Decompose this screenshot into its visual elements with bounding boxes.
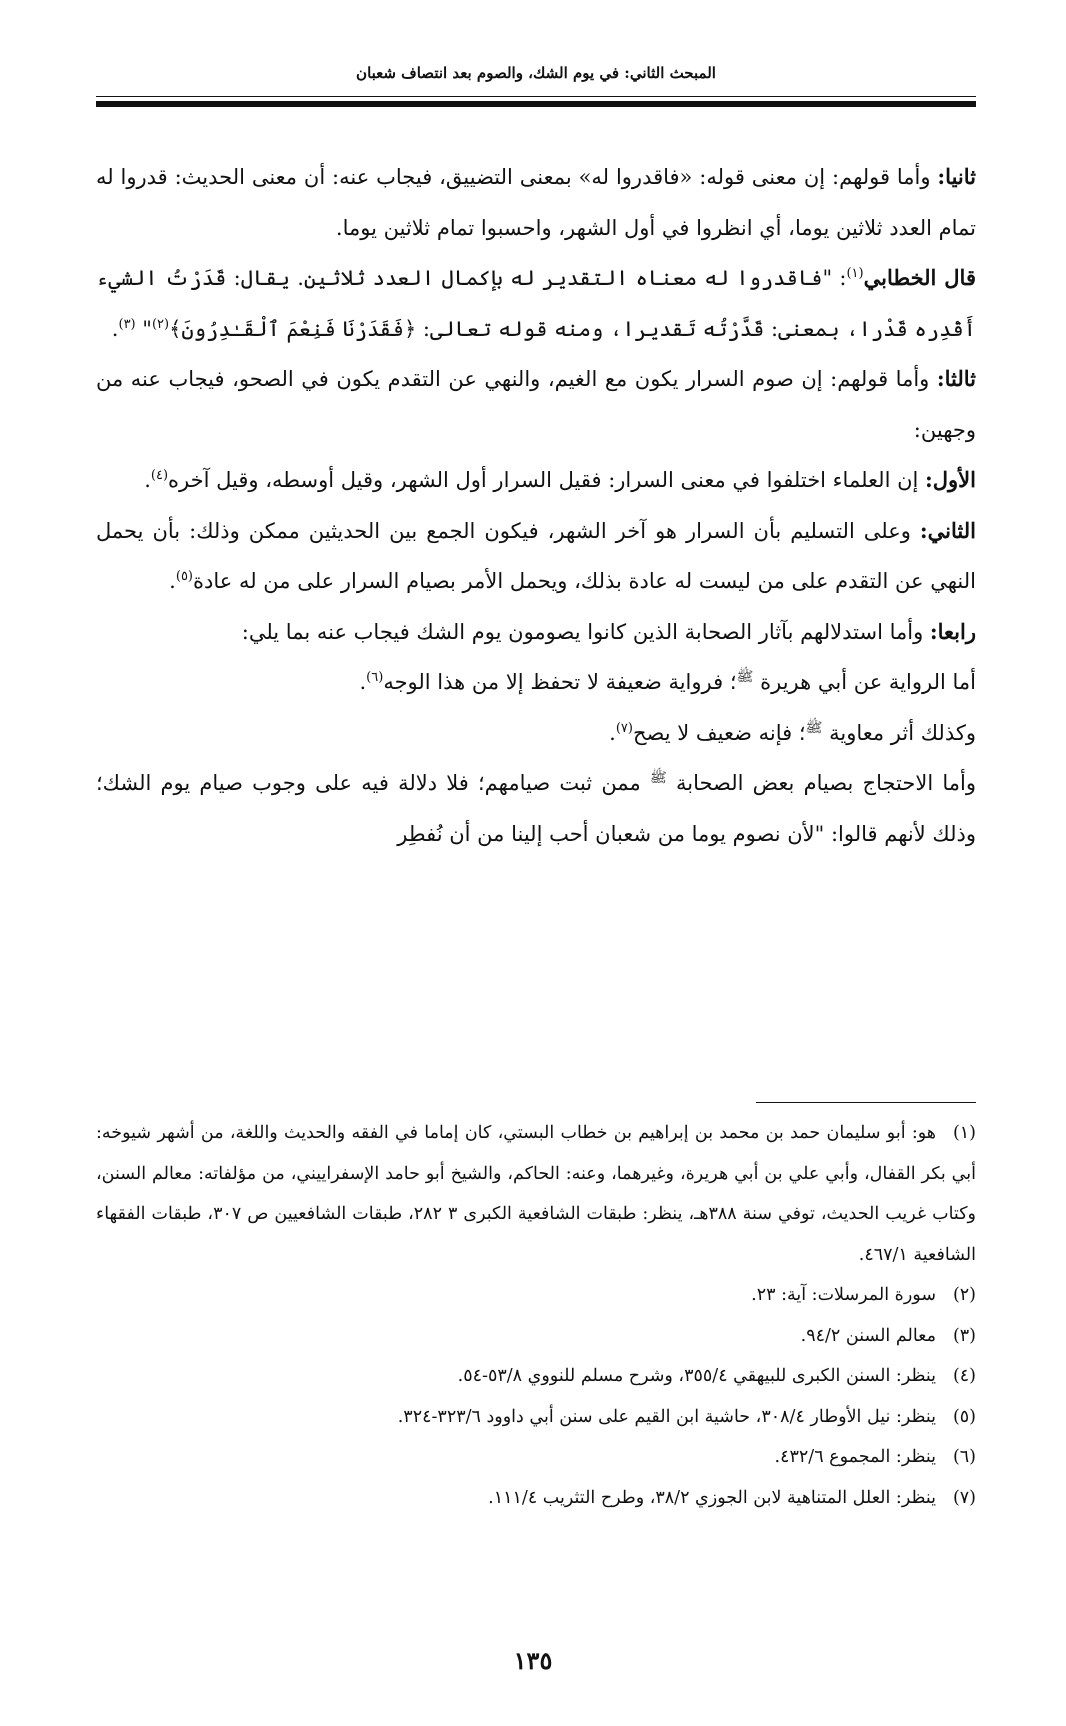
paragraph-2-text-c: .	[111, 316, 119, 341]
paragraph-2-text-a: : "فاقدروا له معناه التقدير له بإكمال العدد ثلاثين. يقال: قَدَرْتُ الشيء أَقْدِره قَدْرا، بمعنى: قَدَّرْتُه تَقديرا، ومنه قوله تعالى: ﴿فَقَدَرْنَا فَنِعْمَ ٱلْقَـٰدِرُونَ﴾	[96, 266, 976, 341]
footnote-text: ينظر: المجموع ٤٣٢/٦.	[774, 1447, 936, 1467]
paragraph-7-text-b: ؛ فرواية ضعيفة لا تحفظ إلا من هذا الوجه	[383, 670, 737, 694]
page-number: ١٣٥	[513, 1646, 553, 1675]
paragraph-3	[96, 354, 976, 455]
running-header: المبحث الثاني: في يوم الشك، والصوم بعد انتصاف شعبان	[356, 64, 716, 82]
paragraph-2	[96, 253, 976, 354]
paragraph-1	[96, 152, 976, 253]
footnote-number: (٢)	[952, 1285, 976, 1305]
paragraph-6-text: وأما استدلالهم بآثار الصحابة الذين كانوا يصومون يوم الشك فيجاب عنه بما يلي:	[241, 619, 930, 644]
footnote-item	[96, 1113, 976, 1275]
paragraph-4-lead: الأول:	[925, 467, 976, 492]
footnote-number: (٧)	[952, 1487, 976, 1508]
footnote-item	[96, 1397, 976, 1438]
paragraph-9	[96, 758, 976, 859]
footnote-ref-7: (٧)	[615, 720, 633, 736]
paragraph-7-end: .	[359, 670, 367, 694]
paragraph-4-text: إن العلماء اختلفوا في معنى السرار: فقيل السرار أول الشهر، وقيل أوسطه، وقيل آخره	[168, 468, 926, 492]
footnote-separator	[756, 1102, 976, 1103]
footnote-text: ينظر: نيل الأوطار ٣٠٨/٤، حاشية ابن القيم على سنن أبي داوود ٣٢٣/٦-٣٢٤.	[397, 1406, 936, 1427]
header-rule-thick	[96, 101, 976, 107]
paragraph-5-lead: الثاني:	[919, 517, 976, 543]
paragraph-7	[96, 657, 976, 708]
footnote-text: ينظر: السنن الكبرى للبيهقي ٣٥٥/٤، وشرح مسلم للنووي ٥٣/٨-٥٤.	[457, 1366, 936, 1386]
paragraph-8-end: .	[609, 720, 616, 745]
footnote-item	[96, 1437, 976, 1478]
footnote-ref-2: (٢)	[151, 316, 170, 332]
paragraph-4	[96, 455, 976, 506]
footnote-ref-4: (٤)	[150, 468, 169, 483]
footnote-text: معالم السنن ٩٤/٢.	[800, 1325, 936, 1346]
paragraph-2-lead: قال الخطابي	[863, 265, 976, 290]
footnote-ref-6: (٦)	[366, 670, 384, 685]
footnote-item	[96, 1275, 976, 1316]
footnote-item	[96, 1316, 976, 1357]
paragraph-2-text-b: "	[135, 316, 152, 341]
footnote-text: سورة المرسلات: آية: ٢٣.	[751, 1285, 936, 1305]
footnote-number: (٦)	[952, 1447, 976, 1467]
honorific-glyph: ﷺ	[736, 669, 754, 685]
paragraph-9-text-b: ممن ثبت صيامهم؛ فلا دلالة فيه على وجوب صيام يوم الشك؛ وذلك لأنهم قالوا: "لأن نصوم يوما من شعبان أحب إلينا من أن نُفطِر	[96, 771, 976, 846]
paragraph-5	[96, 506, 976, 607]
paragraph-5-text: وعلى التسليم بأن السرار هو آخر الشهر، فيكون الجمع بين الحديثين ممكن وذلك: بأن يحمل النهي عن التقدم على من ليست له عادة بذلك، ويحمل الأمر بصيام السرار على من له عادة	[96, 518, 976, 593]
paragraph-4-end: .	[144, 468, 151, 492]
footnote-text: ينظر: العلل المتناهية لابن الجوزي ٣٨/٢، وطرح التثريب ١١١/٤.	[488, 1487, 936, 1508]
footnote-item	[96, 1356, 976, 1397]
footnote-ref-3: (٣)	[118, 316, 136, 332]
paragraph-8-text-a: وكذلك أثر معاوية	[822, 720, 976, 745]
header-rule-thin	[96, 96, 976, 97]
paragraph-1-text: وأما قولهم: إن معنى قوله: «فاقدروا له» بمعنى التضييق، فيجاب عنه: أن معنى الحديث: قدروا له تمام العدد ثلاثين يوما، أي انظروا في أول الشهر، واحسبوا تمام ثلاثين يوما.	[96, 165, 976, 240]
footnote-item	[96, 1478, 976, 1519]
paragraph-9-text-a: وأما الاحتجاج بصيام بعض الصحابة	[666, 771, 976, 795]
footnote-number: (٣)	[952, 1325, 976, 1346]
footnote-number: (١)	[952, 1123, 976, 1143]
footnote-number: (٥)	[952, 1406, 976, 1427]
footnotes	[96, 1113, 976, 1518]
paragraph-5-end: .	[169, 569, 176, 593]
paragraph-3-lead: ثالثا:	[936, 366, 976, 391]
paragraph-7-text-a: أما الرواية عن أبي هريرة	[753, 670, 976, 694]
footnote-number: (٤)	[952, 1366, 976, 1386]
honorific-glyph: ﷺ	[805, 719, 823, 736]
paragraph-6-lead: رابعا:	[929, 618, 976, 644]
paragraph-8	[96, 708, 976, 759]
paragraph-3-text: وأما قولهم: إن صوم السرار يكون مع الغيم، والنهي عن التقدم يكون في الصحو، فيجاب عنه من وجهين:	[96, 367, 976, 442]
honorific-glyph: ﷺ	[649, 770, 667, 786]
body-text	[96, 152, 976, 859]
paragraph-6	[96, 607, 976, 658]
footnote-ref-5: (٥)	[175, 569, 193, 584]
footnote-ref-1: (١)	[846, 266, 864, 281]
paragraph-1-lead: ثانيا:	[937, 164, 976, 189]
footnote-text: هو: أبو سليمان حمد بن محمد بن إبراهيم بن خطاب البستي، كان إماما في الفقه والحديث واللغة، من أشهر شيوخه: أبي بكر القفال، وأبي علي بن أبي هريرة، وغيرهما، وعنه: الحاكم، والشيخ أبو حامد الإسفراييني، من مؤلفاته: معالم السنن، وكتاب غريب الحديث، توفي سنة ٣٨٨هـ، ينظر: طبقات الشافعية الكبرى ٣ ٢٨٢، طبقات الشافعيين ص ٣٠٧، طبقات الفقهاء الشافعية ٤٦٧/١.	[96, 1123, 976, 1265]
paragraph-8-text-b: ؛ فإنه ضعيف لا يصح	[632, 720, 806, 745]
